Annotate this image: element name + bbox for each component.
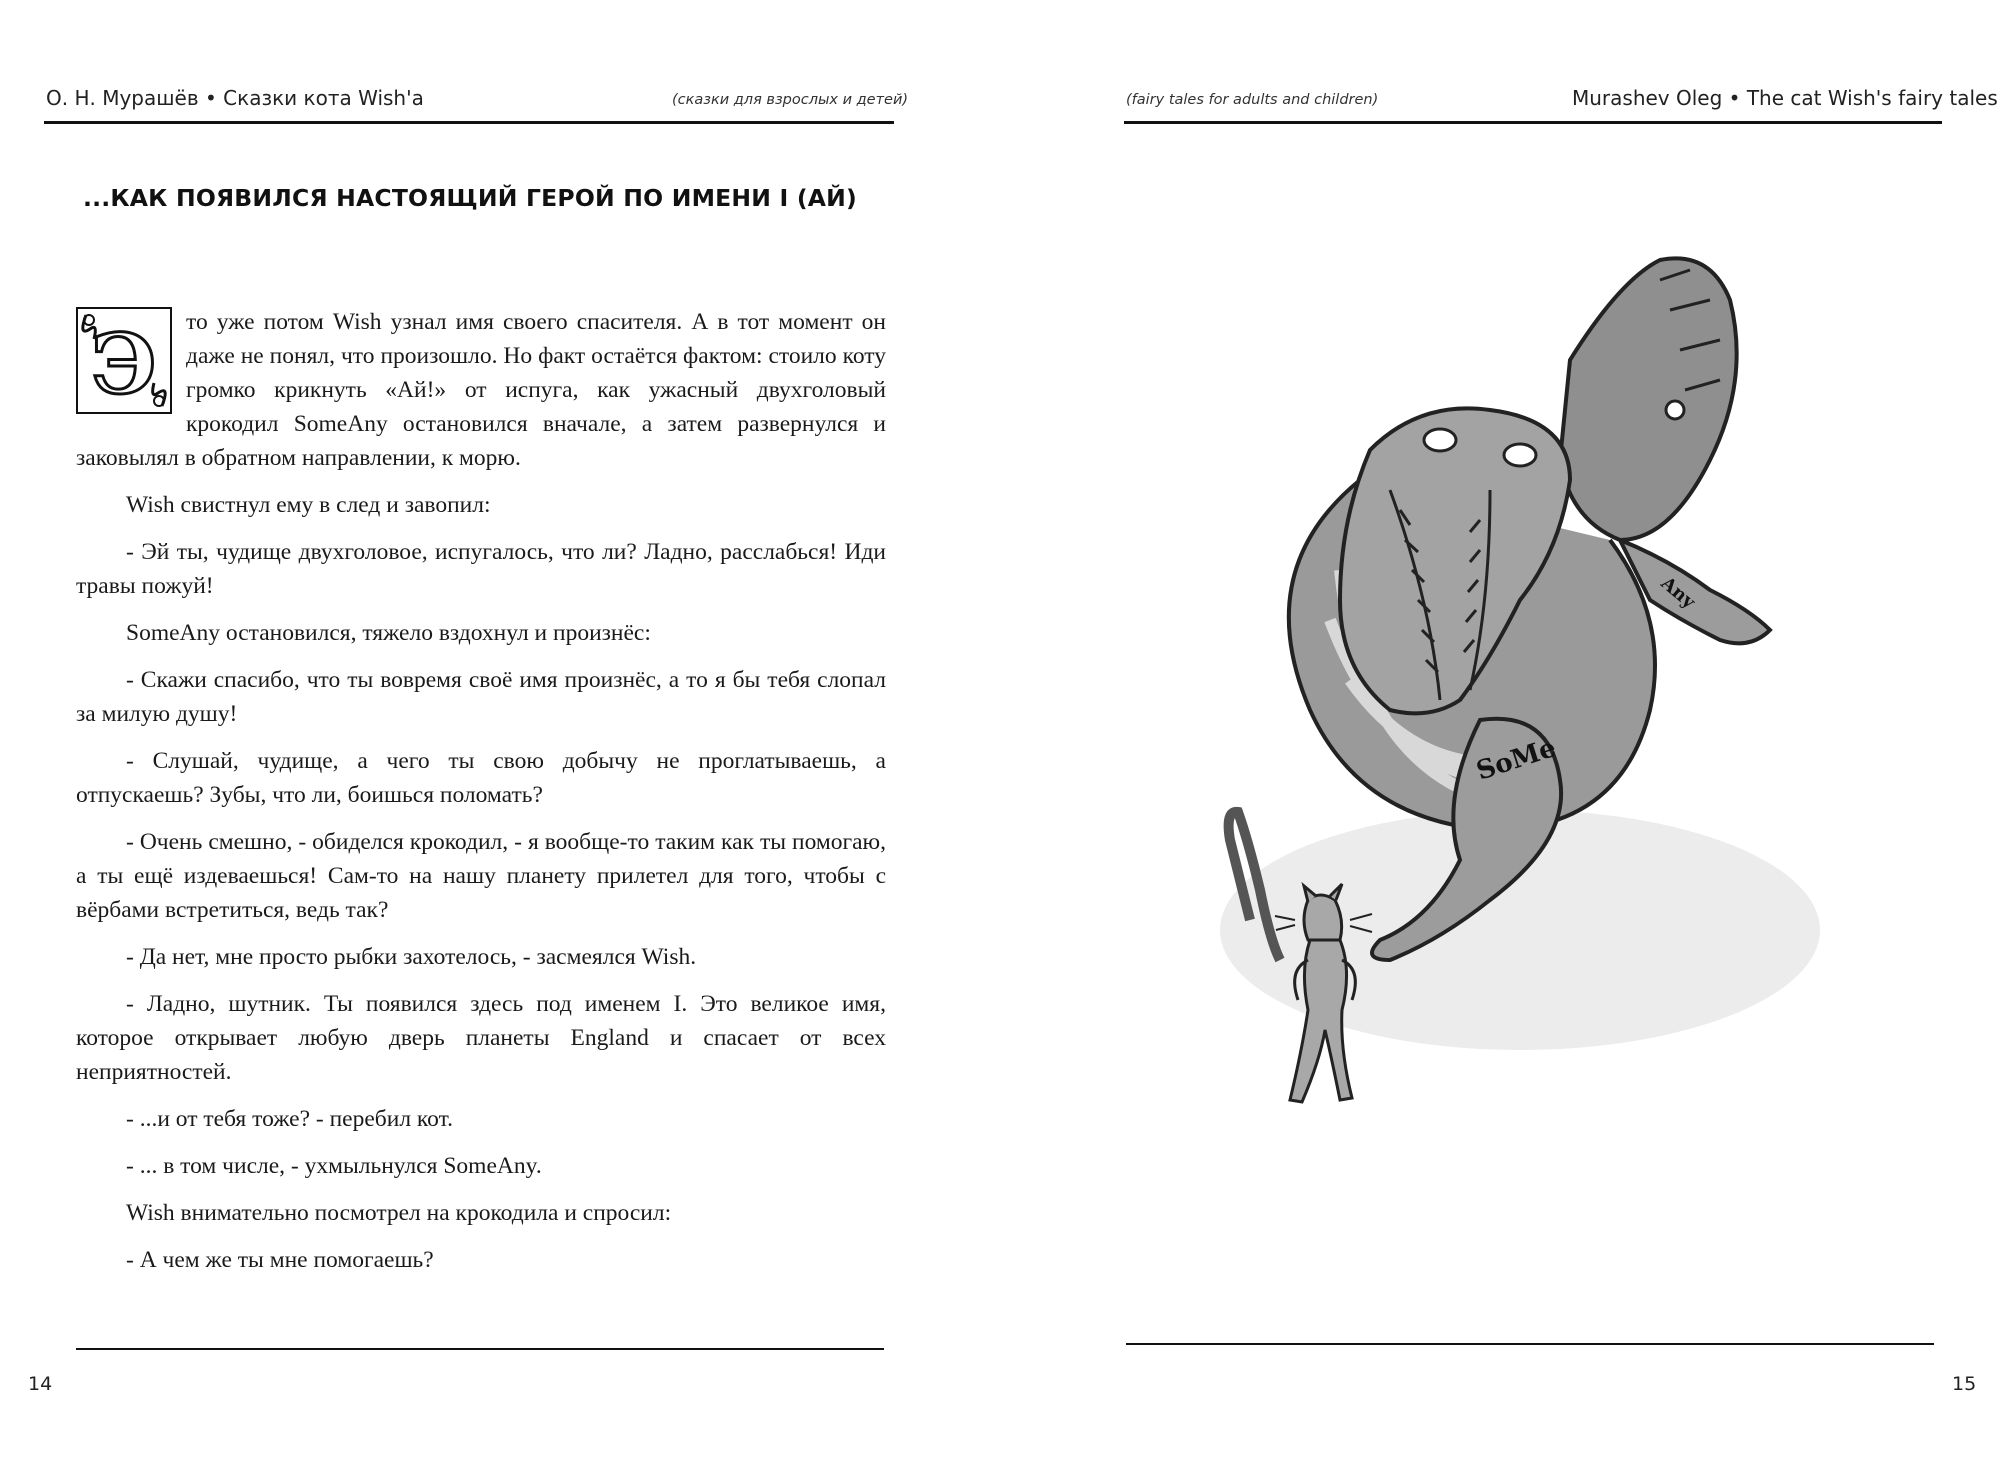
- paragraph: Э то уже потом Wish узнал имя своего спасителя. А в тот момент он даже не понял, что произошло. Но факт остаётся фактом: стоило коту громко крикнуть «Ай!» от испуга, как ужасный двухголовый крокодил SomeAny остановился вначале, а затем развернулся и заковылял в обратном направлении, к морю.: [76, 309, 886, 471]
- paragraph: - А чем же ты мне помогаешь?: [126, 1247, 434, 1273]
- label-any: Any: [1656, 572, 1700, 613]
- label-some: SoMe: [1472, 732, 1560, 787]
- cat-head: [1304, 895, 1342, 940]
- paragraph: - Да нет, мне просто рыбки захотелось, - засмеялся Wish.: [126, 944, 697, 970]
- paragraph: - Скажи спасибо, что ты вовремя своё имя произнёс, а то я бы тебя слопал за милую душу!: [76, 667, 886, 727]
- page-number: 14: [28, 1373, 53, 1395]
- crocodile-cat-illustration: [1190, 240, 1890, 1200]
- page-number: 15: [1952, 1373, 1977, 1395]
- header-rule: [1124, 121, 1942, 124]
- header-rule: [44, 121, 894, 124]
- crocodile-head-upper: [1560, 258, 1737, 540]
- paragraph: - Ладно, шутник. Ты появился здесь под именем I. Это великое имя, которое открывает любую дверь планеты England и спасает от всех неприятностей.: [76, 991, 886, 1085]
- chapter-title: ...КАК ПОЯВИЛСЯ НАСТОЯЩИЙ ГЕРОЙ ПО ИМЕНИ I (АЙ): [83, 184, 857, 212]
- paragraph: - ...и от тебя тоже? - перебил кот.: [126, 1106, 453, 1132]
- front-head-eye-right: [1504, 444, 1536, 466]
- chapter-body: [76, 305, 886, 1290]
- paragraph: Wish свистнул ему в след и завопил:: [126, 492, 491, 518]
- footer-rule: [1126, 1343, 1934, 1345]
- header-author-title: О. Н. Мурашёв • Сказки кота Wish'a: [46, 86, 424, 110]
- upper-head-eye: [1666, 401, 1684, 419]
- dropcap-letter: Э: [91, 317, 157, 413]
- paragraph: Wish внимательно посмотрел на крокодила и спросил:: [126, 1200, 672, 1226]
- paragraph: - Очень смешно, - обиделся крокодил, - я вообще-то таким как ты помогаю, а ты ещё издеваешься! Сам-то на нашу планету прилетел для того, чтобы с вёрбами встретиться, ведь так?: [76, 829, 886, 923]
- dropcap-ornament: [76, 307, 172, 414]
- paragraph: - Слушай, чудище, а чего ты свою добычу не проглатываешь, а отпускаешь? Зубы, что ли, боишься поломать?: [76, 748, 886, 808]
- header-subtitle-en: (fairy tales for adults and children): [1126, 92, 1379, 108]
- paragraph: SomeAny остановился, тяжело вздохнул и произнёс:: [126, 620, 651, 646]
- header-author-title-en: Murashev Oleg • The cat Wish's fairy tales: [1572, 86, 1998, 110]
- paragraph: - Эй ты, чудище двухголовое, испугалось, что ли? Ладно, расслабься! Иди травы пожуй!: [76, 539, 886, 599]
- header-subtitle: (сказки для взрослых и детей): [672, 92, 909, 108]
- paragraph: - ... в том числе, - ухмыльнулся SomeAny.: [126, 1153, 542, 1179]
- front-head-eye-left: [1424, 429, 1456, 451]
- footer-rule: [76, 1348, 884, 1350]
